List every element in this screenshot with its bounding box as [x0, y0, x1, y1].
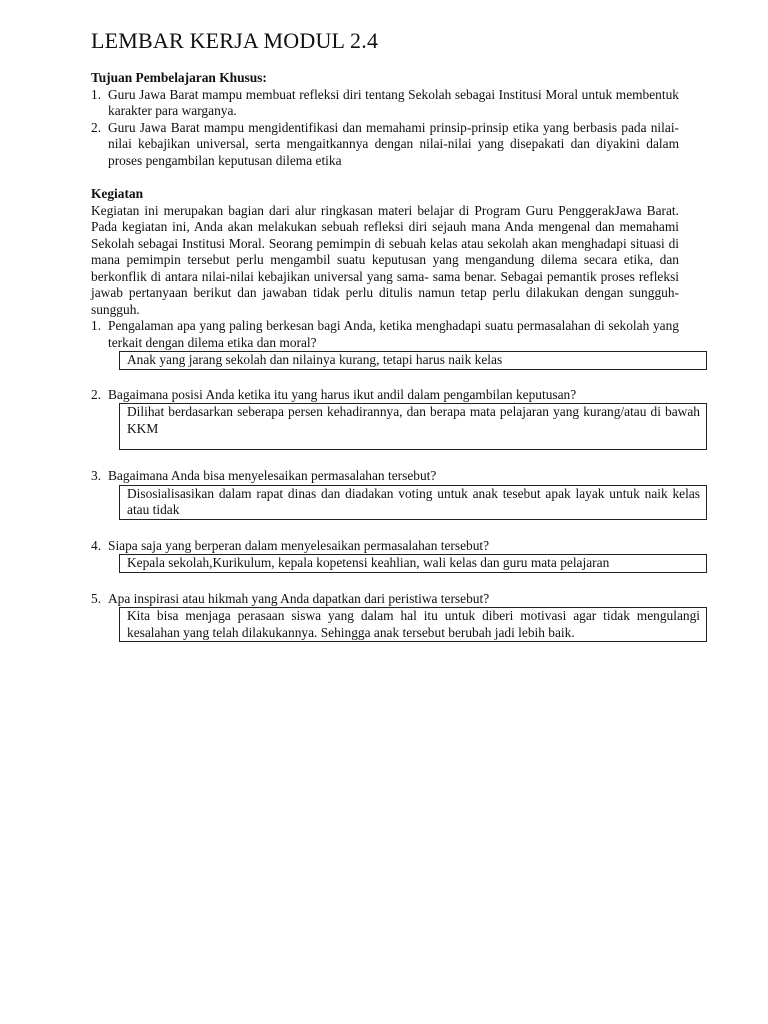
answer-box[interactable]: Disosialisasikan dalam rapat dinas dan diadakan voting untuk anak tesebut apak layak untuk naik kelas atau tidak	[119, 485, 707, 520]
objective-text: Guru Jawa Barat mampu mengidentifikasi dan memahami prinsip-prinsip etika yang berbasis pada nilai-nilai kebajikan universal, serta mengaitkannya dengan nilai-nilai yang disepakati dan diyakini dalam proses pengambilan keputusan dilema etika	[108, 119, 679, 168]
question-text: Pengalaman apa yang paling berkesan bagi Anda, ketika menghadapi suatu permasalahan di sekolah yang terkait dengan dilema etika dan moral?	[108, 318, 679, 350]
document-title: LEMBAR KERJA MODUL 2.4	[91, 28, 379, 53]
tujuan-heading: Tujuan Pembelajaran Khusus:	[91, 70, 267, 85]
question-item	[91, 318, 679, 370]
question-item	[91, 538, 679, 573]
answer-box[interactable]: Kepala sekolah,Kurikulum, kepala kopetensi keahlian, wali kelas dan guru mata pelajaran	[119, 554, 707, 573]
objective-number: 2.	[91, 119, 102, 135]
question-item	[91, 590, 700, 643]
objective-text: Guru Jawa Barat mampu membuat refleksi diri tentang Sekolah sebagai Institusi Moral untuk membentuk karakter para warganya.	[108, 86, 679, 118]
answer-box[interactable]: Anak yang jarang sekolah dan nilainya kurang, tetapi harus naik kelas	[119, 351, 707, 370]
question-text: Bagaimana Anda bisa menyelesaikan permasalahan tersebut?	[108, 468, 437, 483]
objectives-list	[91, 87, 679, 170]
question-text: Bagaimana posisi Anda ketika itu yang harus ikut andil dalam pengambilan keputusan?	[108, 386, 577, 402]
question-item	[91, 386, 700, 451]
answer-box[interactable]: Dilihat berdasarkan seberapa persen kehadirannya, dan berapa mata pelajaran yang kurang/atau di bawah KKM	[119, 403, 707, 450]
question-number: 4.	[91, 537, 102, 553]
question-text: Siapa saja yang berperan dalam menyelesaikan permasalahan tersebut?	[108, 537, 490, 553]
document-body	[91, 70, 700, 660]
kegiatan-heading: Kegiatan	[91, 186, 144, 201]
question-number: 2.	[91, 386, 102, 402]
question-item	[91, 468, 700, 520]
questions-list	[91, 318, 700, 642]
question-text: Apa inspirasi atau hikmah yang Anda dapatkan dari peristiwa tersebut?	[108, 590, 490, 606]
objective-item	[91, 120, 679, 170]
question-number: 5.	[91, 590, 102, 606]
objective-item	[91, 87, 679, 120]
kegiatan-intro: Kegiatan ini merupakan bagian dari alur ringkasan materi belajar di Program Guru PenggerakJawa Barat. Pada kegiatan ini, Anda akan melakukan sebuah refleksi diri sejauh mana Anda mengenal dan memahami Sekolah sebagai Institusi Moral. Seorang pemimpin di sebuah kelas atau sekolah akan menghadapi situasi di mana pemimpin tersebut perlu mengambil suatu keputusan yang mengandung dilema secara etika, dan berkonflik di antara nilai-nilai kebajikan universal yang sama- sama benar. Sebagai pemantik proses refleksi jawab pertanyaan berikut dan jawaban tidak perlu ditulis namun tetap perlu dilakukan dengan sungguh-sungguh.	[91, 202, 679, 317]
answer-box[interactable]: Kita bisa menjaga perasaan siswa yang dalam hal itu untuk diberi motivasi agar tidak mengulangi kesalahan yang telah dilakukannya. Sehingga anak tersebut berubah jadi lebih baik.	[119, 607, 707, 642]
objective-number: 1.	[91, 86, 102, 102]
question-number: 3.	[91, 468, 102, 483]
question-number: 1.	[91, 318, 102, 333]
